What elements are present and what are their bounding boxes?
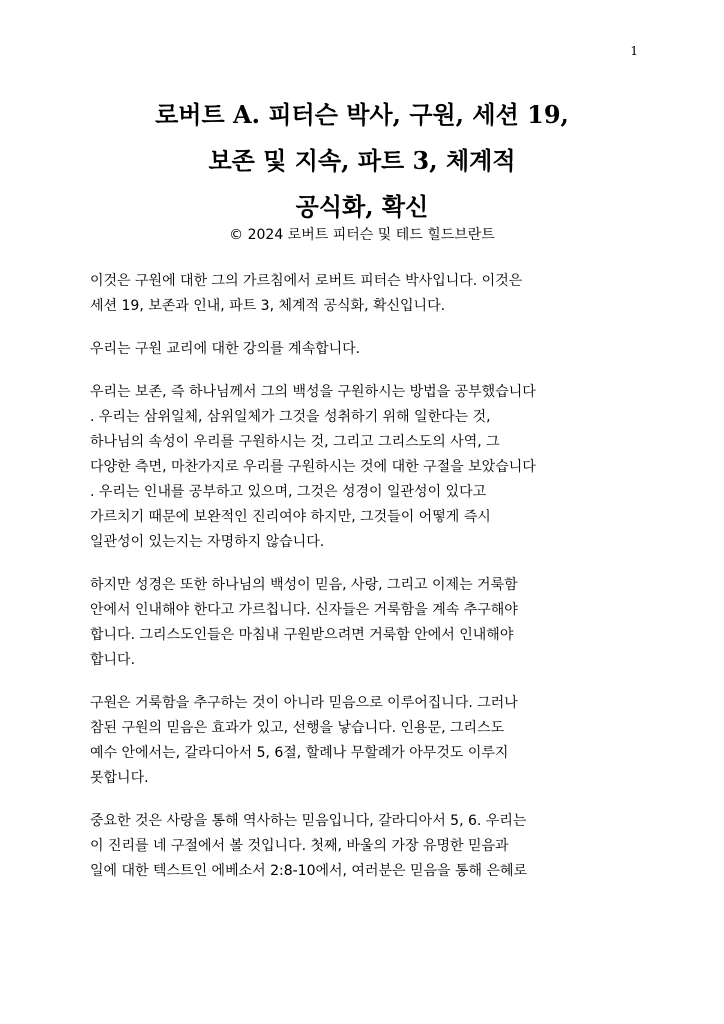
title-line: 로버트 A. 피터슨 박사, 구원, 세션 19,	[155, 100, 569, 129]
copyright-line: © 2024 로버트 피터슨 및 테드 힐드브란트	[229, 227, 495, 243]
text-line: 이것은 구원에 대한 그의 가르침에서 로버트 피터슨 박사입니다. 이것은	[90, 273, 523, 289]
text-line: 일관성이 있는지는 자명하지 않습니다.	[90, 534, 325, 550]
text-line: 안에서 인내해야 한다고 가르칩니다. 신자들은 거룩함을 계속 추구해야	[90, 602, 518, 618]
text-line: 가르치기 때문에 보완적인 진리여야 하지만, 그것들이 어떻게 즉시	[90, 509, 491, 525]
text-line: 못합니다.	[90, 770, 149, 786]
title-line: 공식화, 확신	[295, 192, 429, 221]
text-line: 구원은 거룩함을 추구하는 것이 아니라 믿음으로 이루어집니다. 그러나	[90, 695, 518, 711]
paragraph-love	[90, 809, 638, 884]
text-line: 하지만 성경은 또한 하나님의 백성이 믿음, 사랑, 그리고 이제는 거룩함	[90, 577, 518, 593]
text-line: 예수 안에서는, 갈라디아서 5, 6절, 할례나 무할례가 아무것도 이루지	[90, 745, 509, 761]
paragraph-preservation	[90, 380, 638, 555]
text-line: 일에 대한 텍스트인 에베소서 2:8-10에서, 여러분은 믿음을 통해 은혜로	[90, 863, 528, 879]
title-line: 보존 및 지속, 파트 3, 체계적	[208, 146, 516, 175]
document-title	[90, 92, 634, 230]
text-line: 합니다. 그리스도인들은 마침내 구원받으려면 거룩함 안에서 인내해야	[90, 627, 514, 643]
text-line: 중요한 것은 사랑을 통해 역사하는 믿음입니다, 갈라디아서 5, 6. 우리는	[90, 813, 527, 829]
paragraph-perseverance	[90, 573, 638, 673]
text-line: 다양한 측면, 마찬가지로 우리를 구원하시는 것에 대한 구절을 보았습니다	[90, 459, 536, 475]
document-body	[90, 269, 638, 902]
paragraph-faith	[90, 691, 638, 791]
text-line: 이 진리를 네 구절에서 볼 것입니다. 첫째, 바울의 가장 유명한 믿음과	[90, 838, 509, 854]
text-line: 우리는 보존, 즉 하나님께서 그의 백성을 구원하시는 방법을 공부했습니다	[90, 384, 536, 400]
text-line: 세션 19, 보존과 인내, 파트 3, 체계적 공식화, 확신입니다.	[90, 298, 446, 314]
text-line: . 우리는 삼위일체, 삼위일체가 그것을 성취하기 위해 일한다는 것,	[90, 409, 491, 425]
paragraph-intro	[90, 269, 638, 319]
text-line: . 우리는 인내를 공부하고 있으며, 그것은 성경이 일관성이 있다고	[90, 484, 487, 500]
text-line: 참된 구원의 믿음은 효과가 있고, 선행을 낳습니다. 인용문, 그리스도	[90, 720, 505, 736]
text-line: 하나님의 속성이 우리를 구원하시는 것, 그리고 그리스도의 사역, 그	[90, 434, 500, 450]
paragraph-continue	[90, 337, 638, 362]
text-line: 우리는 구원 교리에 대한 강의를 계속합니다.	[90, 341, 361, 357]
text-line: 합니다.	[90, 652, 136, 668]
page-number: 1	[630, 44, 638, 58]
